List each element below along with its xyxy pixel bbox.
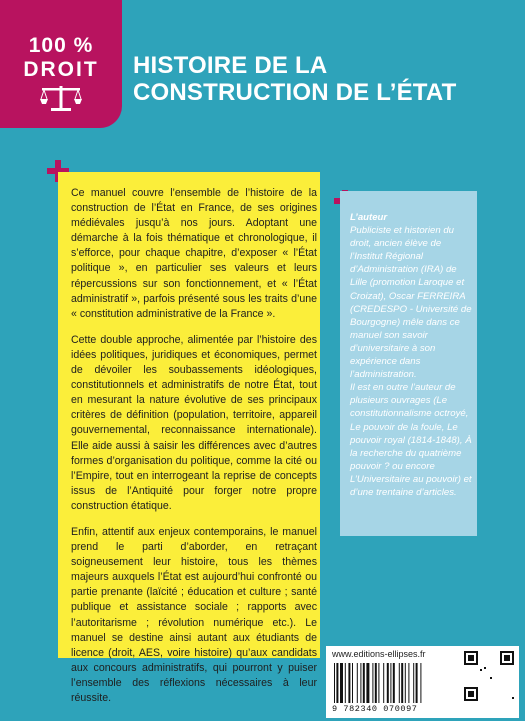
summary-paragraph-1: Ce manuel couvre l’ensemble de l’histoire de la construction de l’État en France, de ses origines médiévales jusqu’à nos jours. Adoptant une démarche à la fois thématique et chronologique, il s’efforce, pour chaque chapitre, d’exposer « l’État politique », en particulier ses valeurs et leurs répercussions sur son fonctionnement, et « l’État administratif », parfois présenté sous les traits d’une « constitution administrative de la France ». — [71, 187, 317, 320]
barcode-block — [326, 646, 519, 718]
badge-line-1: 100 % — [28, 34, 94, 57]
badge-line-2: DROIT — [23, 58, 99, 81]
publisher-url: www.editions-ellipses.fr — [332, 649, 426, 659]
collection-badge — [0, 0, 122, 128]
author-works: Il est en outre l’auteur de plusieurs ouvrages (Le constitutionnalisme octroyé, Le pouvoir de la foule, Le pouvoir royal (1814-1848), À la recherche du quatrième pouvoir ? ou encore L’Universitaire au pouvoir) et d’une trentaine d’articles. — [350, 382, 472, 498]
summary-paragraph-2: Cette double approche, alimentée par l’histoire des idées politiques, juridiques et économiques, permet de dévoiler les soubassements idéologiques, constitutionnels et administratifs de notre État, tout en mesurant la nature évolutive de ses principaux critères de définition (population, territoire, appareil gouvernemental, reconnaissance internationale). Elle aide aussi à saisir les différences avec d’autres formes d’organisation du politique, comme la cité ou l’Empire, tout en interrogeant la reprise de concepts issus de l’Antiquité pour forger notre propre construction étatique. — [71, 333, 317, 512]
summary-box — [58, 172, 320, 704]
isbn-number: 9 782340 070097 — [332, 704, 418, 714]
title-line-2: CONSTRUCTION DE L’ÉTAT — [133, 79, 457, 106]
author-box — [340, 191, 477, 536]
title-line-1: HISTOIRE DE LA — [133, 52, 328, 79]
summary-paragraph-3: Enfin, attentif aux enjeux contemporains, le manuel prend le parti d’aborder, en retraçant soigneusement leur histoire, tous les thèmes majeurs auxquels l’État est aujourd’hui confronté ou partie prenante (laïcité ; éducation et culture ; santé publique et assistance sociale ; rapports avec l’autoritarisme ; révolution numérique etc.). Le manuel se destine ainsi autant aux étudiants de licence (droit, AES, voire histoire) qu’aux candidats aux concours administratifs, qui pourront y puiser l’ensemble des réflexions nécessaires à leur réussite. — [71, 525, 317, 704]
scales-icon — [38, 84, 84, 112]
book-title — [133, 52, 457, 106]
author-heading: L’auteur — [350, 212, 388, 223]
author-bio: Publiciste et historien du droit, ancien élève de l’Institut Régional d’Administration (IRA) de Lille (promotion Laroque et Croizat), Oscar FERREIRA (CREDESPO - Université de Bourgogne) mêle dans ce manuel son savoir d’universitaire à son expérience dans l’administration. — [350, 225, 472, 381]
qr-code-icon — [464, 651, 514, 701]
barcode-icon — [334, 663, 454, 703]
